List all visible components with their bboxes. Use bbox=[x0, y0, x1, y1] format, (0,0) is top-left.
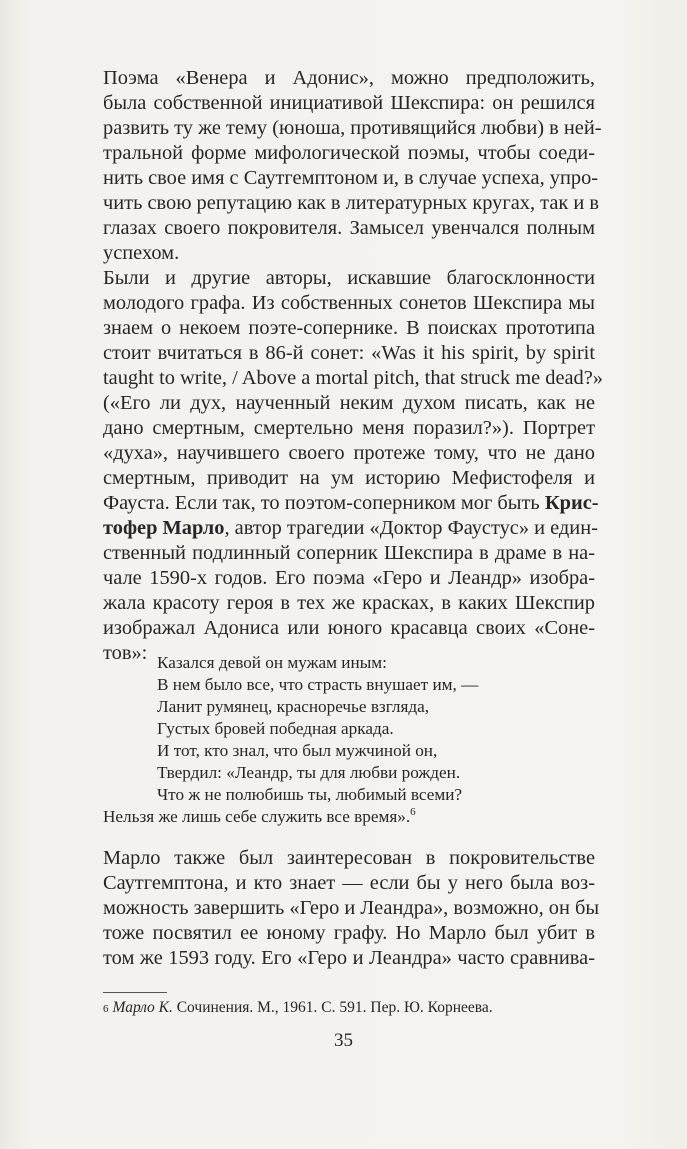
text-line bbox=[103, 516, 598, 541]
text-line: нить свое имя с Саутгемптоном и, в случае успеха, упро- bbox=[103, 167, 599, 189]
footnote bbox=[103, 997, 595, 1020]
text-line: Поэма «Венера и Адонис», можно предположить, bbox=[103, 67, 595, 89]
text-line: («Его ли дух, наученный неким духом писать, как не bbox=[103, 392, 595, 414]
poem-line: Твердил: «Леандр, ты для любви рожден. bbox=[157, 763, 461, 782]
page-number: 35 bbox=[334, 1030, 353, 1051]
paragraph-marlowe bbox=[103, 846, 600, 971]
paragraph-venus-adonis bbox=[103, 66, 602, 266]
text-line: изображал Адониса или юного красавца своих «Соне- bbox=[103, 617, 595, 639]
text-line: молодого графа. Из собственных сонетов Шекспира мы bbox=[103, 292, 595, 314]
text-line: чале 1590-х годов. Его поэма «Геро и Леандр» изобра- bbox=[103, 567, 595, 589]
text-line: тоже посвятил ее юному графу. Но Марло был убит в bbox=[103, 922, 595, 944]
footnote-mark: 6 bbox=[103, 1003, 109, 1015]
marlowe-name-part: тофер Марло bbox=[103, 517, 225, 539]
text-line: Саутгемптона, и кто знает — если бы у него была воз- bbox=[103, 872, 595, 894]
poem-line: Казался девой он мужам иным: bbox=[157, 653, 387, 672]
text-line: тральной форме мифологической поэмы, чтобы соеди- bbox=[103, 142, 595, 164]
footnote-author: Марло К. bbox=[112, 999, 173, 1016]
poem-line bbox=[103, 806, 595, 828]
poem-line-text: Нельзя же лишь себе служить все время». bbox=[103, 807, 411, 826]
poem-line: Что ж не полюбишь ты, любимый всеми? bbox=[157, 785, 463, 804]
text-line: стоит вчитаться в 86-й сонет: «Was it his spirit, by spirit bbox=[103, 342, 595, 364]
text-line: успехом. bbox=[103, 242, 180, 264]
text-fragment: Фауста. Если так, то поэтом-соперником мог быть bbox=[103, 492, 540, 514]
text-line: taught to write, / Above a mortal pitch, that struck me dead?» bbox=[103, 367, 603, 389]
text-line: глазах своего покровителя. Замысел увенчался полным bbox=[103, 217, 595, 239]
poem-line: И тот, кто знал, что был мужчиной он, bbox=[157, 741, 438, 760]
marlowe-name-part: Крис- bbox=[544, 492, 599, 514]
text-line: тов»: bbox=[103, 642, 148, 664]
text-line: развить ту же тему (юноша, противящийся любви) в ней- bbox=[103, 117, 602, 139]
poem-line: Густых бровей победная аркада. bbox=[157, 719, 394, 738]
poem-line: Ланит румянец, красноречье взгляда, bbox=[157, 697, 430, 716]
text-line: дано смертным, смертельно меня поразил?»). Портрет bbox=[103, 417, 595, 439]
footnote-reference: 6 bbox=[410, 806, 416, 818]
footnote-text: Сочинения. М., 1961. С. 591. Пер. Ю. Корнеева. bbox=[172, 999, 493, 1016]
text-line: была собственной инициативой Шекспира: он решился bbox=[103, 92, 595, 114]
paragraph-rival-poet bbox=[103, 266, 603, 666]
poem-line: В нем было все, что страсть внушает им, — bbox=[157, 675, 479, 694]
text-line: том же 1593 году. Его «Геро и Леандра» часто сравнива- bbox=[103, 947, 595, 969]
text-line: смертным, приводит на ум историю Мефистофеля и bbox=[103, 467, 595, 489]
text-fragment: , автор трагедии «Доктор Фаустус» и един- bbox=[224, 517, 598, 539]
text-line: ственный подлинный соперник Шекспира в драме в на- bbox=[103, 542, 595, 564]
text-line: знаем о некоем поэте-сопернике. В поисках прототипа bbox=[103, 317, 595, 339]
text-line: можность завершить «Геро и Леандра», возможно, он бы bbox=[103, 897, 600, 919]
text-line bbox=[103, 491, 599, 516]
text-line: жала красоту героя в тех же красках, в каких Шекспир bbox=[103, 592, 595, 614]
text-line: чить свою репутацию как в литературных кругах, так и в bbox=[103, 192, 600, 214]
footnote-divider bbox=[103, 992, 167, 993]
poem-quote bbox=[103, 652, 595, 828]
text-line: «духа», научившего своего протеже тому, что не дано bbox=[103, 442, 595, 464]
text-line: Были и другие авторы, искавшие благосклонности bbox=[103, 267, 595, 289]
text-line: Марло также был заинтересован в покровительстве bbox=[103, 847, 595, 869]
